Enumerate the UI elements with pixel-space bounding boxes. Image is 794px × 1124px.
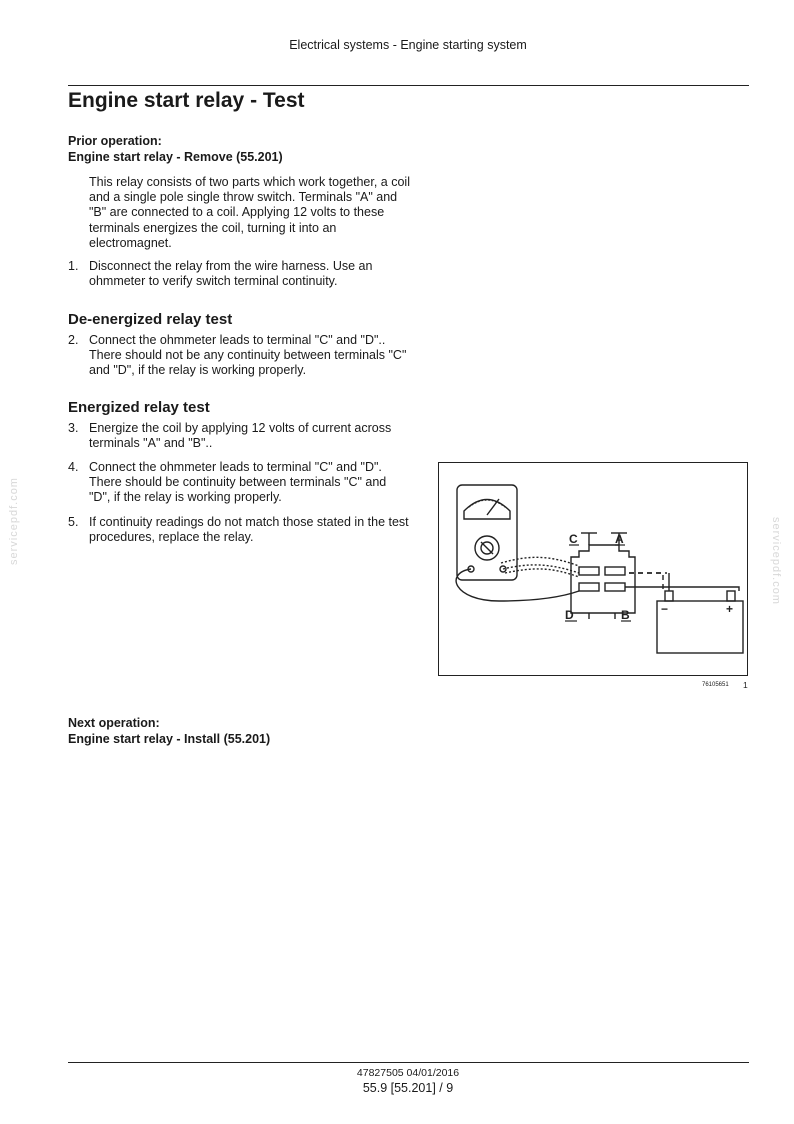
intro-paragraph: This relay consists of two parts which work together, a coil and a single pole single throw switch. Terminals "A" and "B" are connected to a coil. Applying 12 volts to these terminals energizes the coil, turning it into an electromagnet. [89,175,410,250]
step-3 [68,421,411,451]
battery-plus-label: + [726,602,734,616]
battery-lead-positive [625,587,739,591]
terminal-label-d: D [565,608,574,622]
step-number: 5. [68,515,79,529]
prior-operation-link[interactable]: Engine start relay - Remove (55.201) [68,150,283,164]
prior-operation [68,133,283,165]
step-number: 3. [68,421,79,435]
watermark-left: servicepdf.com [8,477,20,565]
step-text: Connect the ohmmeter leads to terminal "C" and "D". There should be continuity between terminals "C" and "D", if the relay is working properly. [89,460,387,505]
running-header: Electrical systems - Engine starting system [289,38,527,52]
terminal-label-b: B [621,608,630,622]
prior-operation-label: Prior operation: [68,134,162,148]
step-number: 2. [68,333,79,347]
next-operation [68,715,270,747]
section-heading-energized: Energized relay test [68,399,210,416]
next-operation-link[interactable]: Engine start relay - Install (55.201) [68,732,271,746]
figure-number: 1 [743,680,748,690]
page-title: Engine start relay - Test [68,89,305,112]
relay-test-figure [438,462,748,676]
footer-page-ref: 55.9 [55.201] / 9 [362,1081,454,1095]
footer-rule [68,1062,749,1063]
step-text: Energize the coil by applying 12 volts of current across terminals "A" and "B".. [89,421,392,451]
step-2 [68,333,411,379]
ohmmeter-dial-icon [464,500,510,520]
terminal-label-c: C [569,532,578,546]
header-rule [68,85,749,86]
watermark-right: servicepdf.com [770,517,782,605]
step-text: If continuity readings do not match those stated in the test procedures, replace the relay. [89,515,409,545]
terminal-label-a: A [615,532,624,546]
step-5 [68,515,411,545]
step-number: 1. [68,259,79,273]
step-1 [68,259,411,289]
step-text: Disconnect the relay from the wire harness. Use an ohmmeter to verify switch terminal continuity. [89,259,373,289]
step-text: Connect the ohmmeter leads to terminal "C" and "D".. There should not be any continuity between terminals "C" and "D", if the relay is working properly. [89,333,407,378]
step-4 [68,460,411,506]
figure-code: 76105651 [702,682,729,688]
step-number: 4. [68,460,79,474]
next-operation-label: Next operation: [68,716,160,730]
battery-minus-label: − [661,602,669,616]
relay-connector [571,545,635,613]
footer-doc-code: 47827505 04/01/2016 [356,1067,460,1079]
relay-wiring-diagram [439,463,749,677]
section-heading-deenergized: De-energized relay test [68,311,233,328]
